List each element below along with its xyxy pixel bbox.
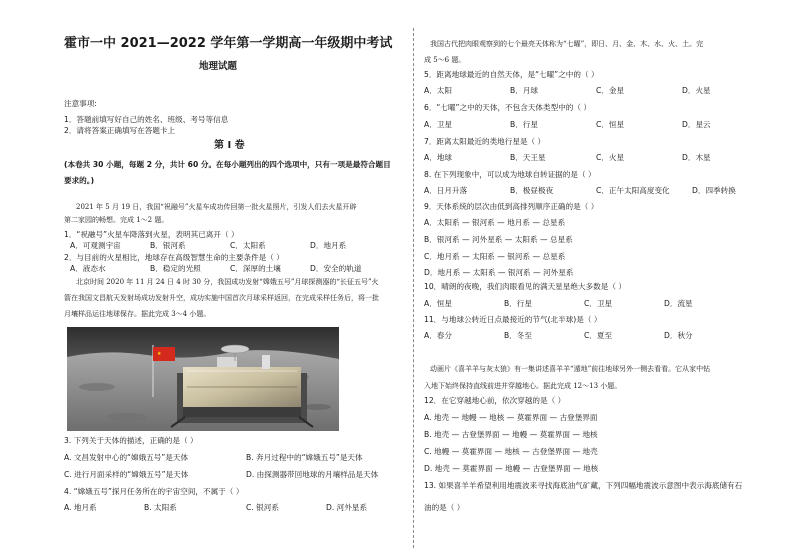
question-stem: 3. 下列关于天体的描述，正确的是（ ） (64, 436, 198, 445)
part-instruction: (本卷共 30 小题，每题 2 分，共计 60 分。在每小题列出的四个选项中，只有一项是最符合题目 (64, 160, 391, 169)
exam-subtitle: 地理试题 (199, 61, 238, 72)
answer-option[interactable]: D．秋分 (664, 331, 693, 340)
answer-option[interactable]: A．太阳 (424, 86, 452, 95)
part-title: 第 I 卷 (214, 140, 245, 151)
answer-option[interactable]: C. 地幔 — 莫霍界面 — 地核 — 古登堡界面 — 地壳 (424, 447, 598, 456)
passage-text: 2021 年 5 月 19 日，我国“祝融号”火星车成功传回第一批火星照片，引发人们去火星开辟 (76, 203, 357, 211)
answer-option[interactable]: B. 太阳系 (144, 503, 177, 512)
exam-title: 霍市一中 2021—2022 学年第一学期高一年级期中考试 (64, 36, 393, 51)
answer-option[interactable]: A．地球 (424, 153, 452, 162)
answer-option[interactable]: D. 由探测器带回地球的月壤样品是天体 (246, 470, 379, 479)
moon-lander-photo (67, 327, 339, 431)
answer-option[interactable]: C．正午太阳高度变化 (596, 186, 670, 195)
answer-option[interactable]: C．火星 (596, 153, 625, 162)
lander-illustration (67, 327, 339, 431)
passage-text: 我国古代把肉眼观察到的七个最亮天体称为“七曜”，即日、月、金、木、水、火、土。完 (430, 40, 704, 48)
answer-option[interactable]: B．冬至 (504, 331, 532, 340)
passage-text: 成 5～6 题。 (424, 56, 466, 64)
answer-option[interactable]: D．木星 (682, 153, 711, 162)
answer-option[interactable]: A．可观测宇宙 (70, 241, 121, 250)
answer-option[interactable]: A．春分 (424, 331, 452, 340)
answer-option[interactable]: D．星云 (682, 120, 711, 129)
passage-text: 北京时间 2020 年 11 月 24 日 4 时 30 分，我国成功发射“嫦娥五号”月球探测器的“长征五号”火 (76, 278, 379, 286)
answer-option[interactable]: A．太阳系 — 银河系 — 地月系 — 总星系 (424, 218, 566, 227)
answer-option[interactable]: A．液态水 (70, 264, 106, 273)
svg-text:★: ★ (157, 351, 162, 357)
answer-option[interactable]: B．月球 (510, 86, 538, 95)
answer-option[interactable]: C. 银河系 (246, 503, 279, 512)
answer-option[interactable]: D．火星 (682, 86, 711, 95)
answer-option[interactable]: C. 进行月面采样的“嫦娥五号”是天体 (64, 470, 189, 479)
answer-option[interactable]: A．日月升落 (424, 186, 468, 195)
question-stem: 12．在它穿越地心前，依次穿越的是（ ） (424, 396, 566, 405)
answer-option[interactable]: A. 文昌发射中心的“嫦娥五号”是天体 (64, 453, 189, 462)
answer-option[interactable]: B. 地壳 — 古登堡界面 — 地幔 — 莫霍界面 — 地核 (424, 430, 598, 439)
passage-text: 第二家园的畅想。完成 1～2 题。 (64, 216, 169, 224)
question-stem: 8. 在下列现象中，可以成为地球自转证据的是（ ） (424, 170, 596, 179)
question-stem: 2．与目前的火星相比，地球存在高级智慧生命的主要条件是（ ） (64, 253, 284, 262)
answer-option[interactable]: B．极昼极夜 (510, 186, 554, 195)
question-stem: 1．“祝融号”火星车降落到火星，表明其已离开（ ） (64, 230, 239, 239)
answer-option[interactable]: D．安全的轨道 (310, 264, 362, 273)
answer-option[interactable]: D. 河外星系 (326, 503, 368, 512)
answer-option[interactable]: B. 奔月过程中的“嫦娥五号”是天体 (246, 453, 363, 462)
question-stem: 7．距离太阳最近的类地行星是（ ） (424, 137, 546, 146)
answer-option[interactable]: B．稳定的光照 (150, 264, 201, 273)
answer-option[interactable]: B．行星 (504, 299, 532, 308)
part-instruction: 要求的。) (64, 176, 95, 185)
question-stem: 油的是（ ） (424, 503, 465, 512)
answer-option[interactable]: D．流星 (664, 299, 693, 308)
answer-option[interactable]: C．卫星 (584, 299, 613, 308)
passage-text: 月壤样品运往地球保存。据此完成 3～4 小题。 (64, 310, 211, 318)
question-stem: 6．“七曜”之中的天体，不包含天体类型中的（ ） (424, 103, 591, 112)
passage-text: 动画片《喜羊羊与灰太狼》有一集讲述喜羊羊“遁地”前往地球另外一侧去看看。它从家中钻 (430, 365, 711, 373)
answer-option[interactable]: B．银河系 (150, 241, 186, 250)
answer-option[interactable]: B．天王星 (510, 153, 546, 162)
answer-option[interactable]: C．地月系 — 太阳系 — 银河系 — 总星系 (424, 252, 566, 261)
question-stem: 11．与地球公转近日点最接近的节气(北半球)是（ ） (424, 315, 602, 324)
question-stem: 10．晴朗的夜晚，我们肉眼看见的满天星星绝大多数是（ ） (424, 282, 626, 291)
answer-option[interactable]: D．地月系 (310, 241, 347, 250)
answer-option[interactable]: C．金星 (596, 86, 625, 95)
passage-text: 入地下始终保持直线前进并穿越地心。据此完成 12～13 小题。 (424, 382, 622, 390)
column-divider (413, 28, 414, 548)
notice-heading: 注意事项: (64, 99, 97, 108)
notice-item: 2．请将答案正确填写在答题卡上 (64, 126, 176, 135)
answer-option[interactable]: D. 地壳 — 莫霍界面 — 地幔 — 古登堡界面 — 地核 (424, 464, 599, 473)
passage-text: 箭在我国文昌航天发射场成功发射升空，成功实施中国首次月球采样返回，在完成采样任务后，将一批 (64, 294, 379, 302)
answer-option[interactable]: A．卫星 (424, 120, 452, 129)
answer-option[interactable]: D．地月系 — 太阳系 — 银河系 — 河外星系 (424, 268, 574, 277)
answer-option[interactable]: C．太阳系 (230, 241, 266, 250)
answer-option[interactable]: C．夏至 (584, 331, 613, 340)
answer-option[interactable]: A. 地月系 (64, 503, 97, 512)
question-stem: 9．天体系统的层次由低到高排列顺序正确的是（ ） (424, 202, 599, 211)
answer-option[interactable]: B．银河系 — 河外星系 — 太阳系 — 总星系 (424, 235, 573, 244)
answer-option[interactable]: A．恒星 (424, 299, 452, 308)
answer-option[interactable]: B．行星 (510, 120, 538, 129)
question-stem: 5．距离地球最近的自然天体，是“七曜”之中的（ ） (424, 70, 599, 79)
answer-option[interactable]: A. 地壳 — 地幔 — 地核 — 莫霍界面 — 古登堡界面 (424, 413, 598, 422)
answer-option[interactable]: C．恒星 (596, 120, 625, 129)
answer-option[interactable]: C．深厚的土壤 (230, 264, 281, 273)
notice-item: 1．答题前填写好自己的姓名、班级、考号等信息 (64, 115, 229, 124)
question-stem: 13. 如果喜羊羊希望利用地震波来寻找海底油气矿藏，下列四幅地震波示意图中表示海底储有石 (424, 481, 743, 490)
question-stem: 4. “嫦娥五号”探月任务所在的宇宙空间，不属于（ ） (64, 487, 244, 496)
answer-option[interactable]: D．四季转换 (692, 186, 736, 195)
